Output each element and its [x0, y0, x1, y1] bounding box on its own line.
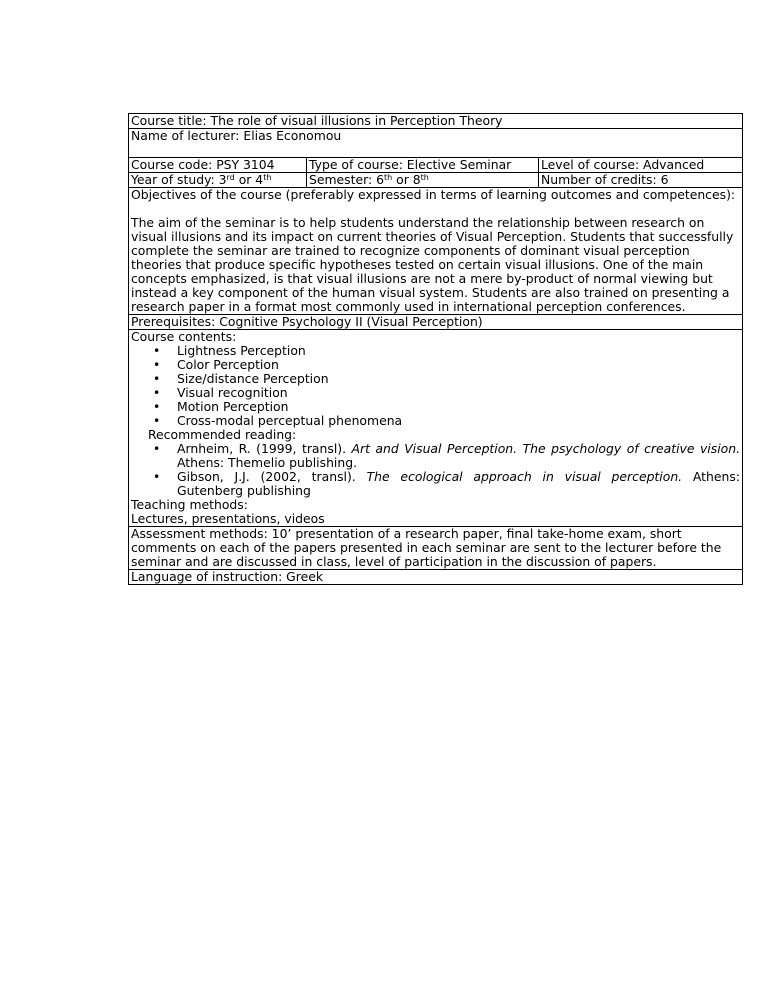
bullet-icon: • [153, 469, 161, 484]
objectives-row [129, 188, 743, 315]
bullet-icon: • [153, 371, 161, 386]
assessment: Assessment methods: 10’ presentation of a research paper, final take-home exam, short comments on each of the papers presented in each seminar are sent to the lecturer before the seminar and are discussed in class, level of participation in the discussion of papers. [129, 527, 743, 570]
contents-list [131, 344, 740, 428]
language-row [129, 570, 743, 585]
bullet-icon: • [153, 441, 161, 456]
assessment-row [129, 527, 743, 570]
bullet-icon: • [153, 343, 161, 358]
teaching-text: Lectures, presentations, videos [131, 511, 325, 526]
teaching-heading: Teaching methods: [131, 497, 248, 512]
lecturer-row [129, 129, 743, 158]
list-item: • Color Perception [153, 357, 279, 372]
course-code: Course code: PSY 3104 [129, 158, 307, 173]
bullet-icon: • [153, 357, 161, 372]
objectives-heading: Objectives of the course (preferably expressed in terms of learning outcomes and competences): [131, 187, 736, 202]
credits: Number of credits: 6 [539, 173, 743, 188]
list-item: • Size/distance Perception [153, 371, 329, 386]
bullet-icon: • [153, 385, 161, 400]
list-item: • Gibson, J.J. (2002, transl). The ecological approach in visual perception. Athens: Gutenberg publishing [153, 469, 741, 498]
list-item: • Visual recognition [153, 385, 288, 400]
title-row [129, 114, 743, 129]
code-row [129, 158, 743, 173]
year-row [129, 173, 743, 188]
bullet-icon: • [153, 399, 161, 414]
objectives-text: The aim of the seminar is to help students understand the relationship between research on visual illusions and its impact on current theories of Visual Perception. Students that successfully complete the seminar are trained to recognize components of dominant visual perception theories that produce specific hypotheses tested on certain visual illusions. One of the main concepts emphasized, is that visual illusions are not a mere by-product of normal viewing but instead a key component of the human visual system. Students are also trained on presenting a research paper in a format most commonly used in international perception conferences. [131, 215, 734, 314]
list-item: • Motion Perception [153, 399, 289, 414]
bullet-icon: • [153, 413, 161, 428]
course-title: Course title: The role of visual illusions in Perception Theory [129, 114, 743, 129]
language: Language of instruction: Greek [129, 570, 743, 585]
lecturer-name: Name of lecturer: Elias Economou [131, 128, 342, 143]
contents-row [129, 330, 743, 527]
prerequisites: Prerequisites: Cognitive Psychology II (Visual Perception) [129, 315, 743, 330]
list-item: • Cross-modal perceptual phenomena [153, 413, 403, 428]
course-type: Type of course: Elective Seminar [307, 158, 539, 173]
contents-heading: Course contents: [131, 329, 237, 344]
prerequisites-row [129, 315, 743, 330]
reading-list [131, 442, 740, 498]
course-table [128, 113, 743, 585]
list-item: • Lightness Perception [153, 343, 306, 358]
list-item: • Arnheim, R. (1999, transl). Art and Visual Perception. The psychology of creative vision. Athens: Themelio publishing. [153, 441, 741, 470]
year-of-study: Year of study: 3rd or 4th [129, 173, 307, 188]
course-level: Level of course: Advanced [539, 158, 743, 173]
reading-heading: Recommended reading: [148, 427, 297, 442]
semester: Semester: 6th or 8th [307, 173, 539, 188]
